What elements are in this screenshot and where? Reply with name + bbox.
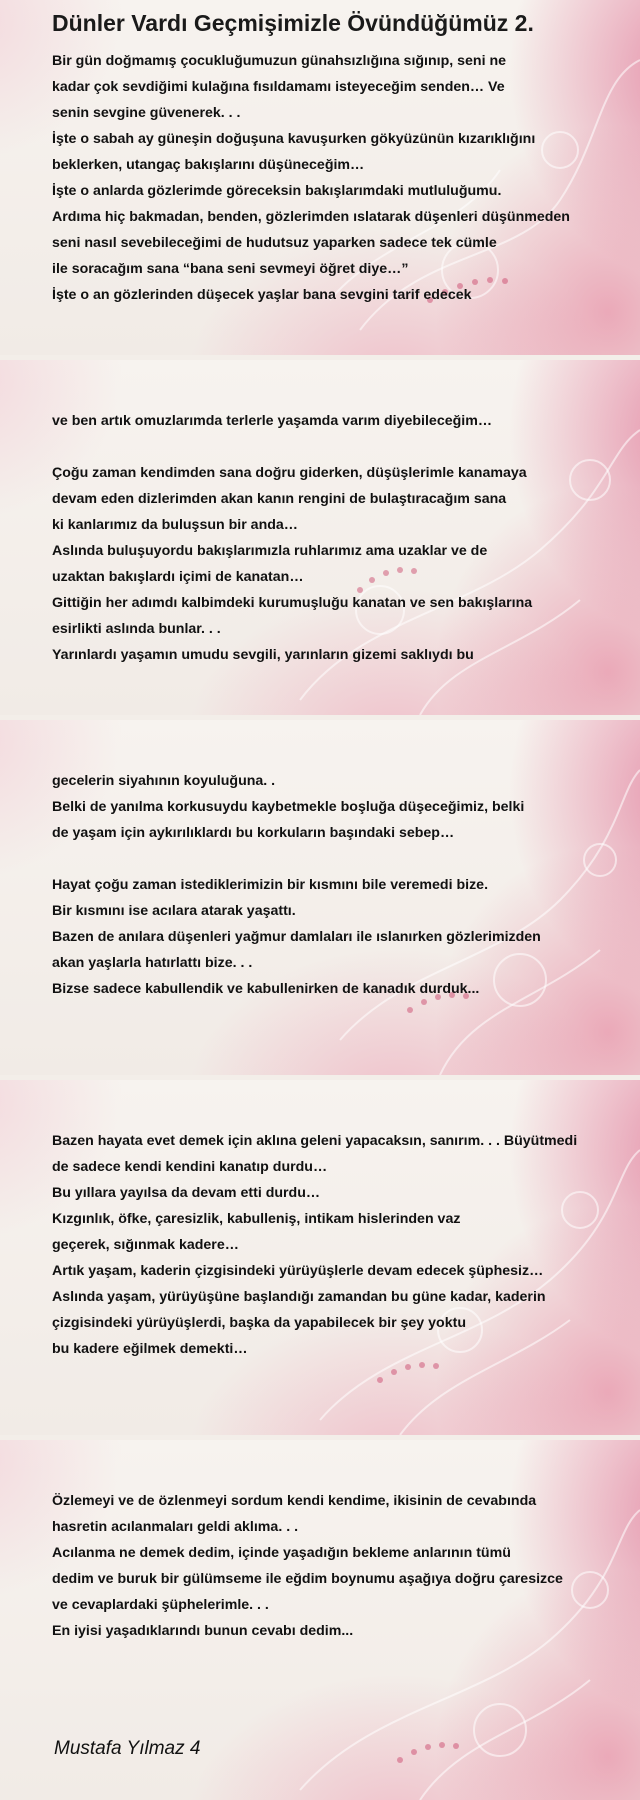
poem-stanza-4 <box>52 1128 577 1362</box>
poem-line: Artık yaşam, kaderin çizgisindeki yürüyüşlerle devam edecek şüphesiz… <box>52 1263 544 1279</box>
poem-line: de yaşam için aykırılıklardı bu korkuların başındaki sebep… <box>52 825 455 841</box>
poem-line: gecelerin siyahının koyuluğuna. . <box>52 773 276 789</box>
poem-line: En iyisi yaşadıklarındı bunun cevabı dedim... <box>52 1623 354 1639</box>
poem-panel-3 <box>0 720 640 1075</box>
poem-line: uzaktan bakışlardı içimi de kanatan… <box>52 569 304 585</box>
poem-stanza-2 <box>52 408 532 668</box>
poem-line: Bazen de anılara düşenleri yağmur damlaları ile ıslanırken gözlerimizden <box>52 929 541 945</box>
poem-line: geçerek, sığınmak kadere… <box>52 1237 239 1253</box>
poem-line: esirlikti aslında bunlar. . . <box>52 621 221 637</box>
poem-line: Bizse sadece kabullendik ve kabullenirken de kanadık durduk... <box>52 981 480 997</box>
poem-line: ve ben artık omuzlarımda terlerle yaşamda varım diyebileceğim… <box>52 413 493 429</box>
poem-line: de sadece kendi kendini kanatıp durdu… <box>52 1159 328 1175</box>
poem-line: akan yaşlarla hatırlattı bize. . . <box>52 955 253 971</box>
poem-line: devam eden dizlerimden akan kanın rengini de bulaştıracağım sana <box>52 491 507 507</box>
poem-line: İşte o an gözlerinden düşecek yaşlar bana sevgini tarif edecek <box>52 287 472 303</box>
poem-line: ki kanlarımız da buluşsun bir anda… <box>52 517 298 533</box>
poem-line: Yarınlardı yaşamın umudu sevgili, yarınların gizemi saklıydı bu <box>52 647 474 663</box>
poem-line: Bir gün doğmamış çocukluğumuzun günahsızlığına sığınıp, seni ne <box>52 53 507 69</box>
author-signature: Mustafa Yılmaz 4 <box>54 1738 201 1759</box>
poem-line: senin sevgine güvenerek. . . <box>52 105 241 121</box>
poem-line: Ardıma hiç bakmadan, benden, gözlerimden ıslatarak düşenleri düşünmeden <box>52 209 570 225</box>
poem-line: Aslında buluşuyordu bakışlarımızla ruhlarımız ama uzaklar ve de <box>52 543 488 559</box>
poem-line: dedim ve buruk bir gülümseme ile eğdim boynumu aşağıya doğru çaresizce <box>52 1571 563 1587</box>
poem-line: beklerken, utangaç bakışlarını düşüneceğim… <box>52 157 365 173</box>
page-title: Dünler Vardı Geçmişimizle Övündüğümüz 2. <box>52 10 534 36</box>
poem-line: Hayat çoğu zaman istediklerimizin bir kısmını bile veremedi bize. <box>52 877 489 893</box>
poem-stanza-3 <box>52 768 541 1002</box>
poem-panel-1 <box>0 0 640 355</box>
poem-line: İşte o anlarda gözlerimde göreceksin bakışlarımdaki mutluluğumu. <box>52 183 502 199</box>
poem-line: ve cevaplardaki şüphelerimle. . . <box>52 1597 269 1613</box>
poem-line: seni nasıl sevebileceğimi de hudutsuz yaparken sadece tek cümle <box>52 235 497 251</box>
poem-line: Bu yıllara yayılsa da devam etti durdu… <box>52 1185 321 1201</box>
stanza-gap <box>52 846 541 872</box>
poem-line: ile soracağım sana “bana seni sevmeyi öğret diye…” <box>52 261 409 277</box>
poem-panel-4 <box>0 1080 640 1435</box>
poem-line: kadar çok sevdiğimi kulağına fısıldamamı isteyeceğim senden… Ve <box>52 79 505 95</box>
poem-stanza-1 <box>52 48 570 308</box>
poem-line: Bir kısmını ise acılara atarak yaşattı. <box>52 903 296 919</box>
poem-line: Aslında yaşam, yürüyüşüne başlandığı zamandan bu güne kadar, kaderin <box>52 1289 546 1305</box>
poem-line: çizgisindeki yürüyüşlerdi, başka da yapabilecek bir şey yoktu <box>52 1315 466 1331</box>
poem-line: Acılanma ne demek dedim, içinde yaşadığın bekleme anlarının tümü <box>52 1545 511 1561</box>
poem-stanza-5 <box>52 1488 563 1644</box>
poem-line: hasretin acılanmaları geldi aklıma. . . <box>52 1519 299 1535</box>
poem-line: Kızgınlık, öfke, çaresizlik, kabulleniş, intikam hislerinden vaz <box>52 1211 461 1227</box>
poem-line: Bazen hayata evet demek için aklına geleni yapacaksın, sanırım. . . Büyütmedi <box>52 1133 578 1149</box>
stanza-gap <box>52 434 532 460</box>
poem-line: İşte o sabah ay güneşin doğuşuna kavuşurken gökyüzünün kızarıklığını <box>52 131 536 147</box>
poem-panel-5 <box>0 1440 640 1800</box>
poem-panel-2 <box>0 360 640 715</box>
poem-line: Gittiğin her adımdı kalbimdeki kurumuşluğu kanatan ve sen bakışlarına <box>52 595 533 611</box>
poem-line: Belki de yanılma korkusuydu kaybetmekle boşluğa düşeceğimiz, belki <box>52 799 525 815</box>
poem-line: Çoğu zaman kendimden sana doğru giderken, düşüşlerimle kanamaya <box>52 465 527 481</box>
poem-line: Özlemeyi ve de özlenmeyi sordum kendi kendime, ikisinin de cevabında <box>52 1493 537 1509</box>
poem-line: bu kadere eğilmek demekti… <box>52 1341 248 1357</box>
